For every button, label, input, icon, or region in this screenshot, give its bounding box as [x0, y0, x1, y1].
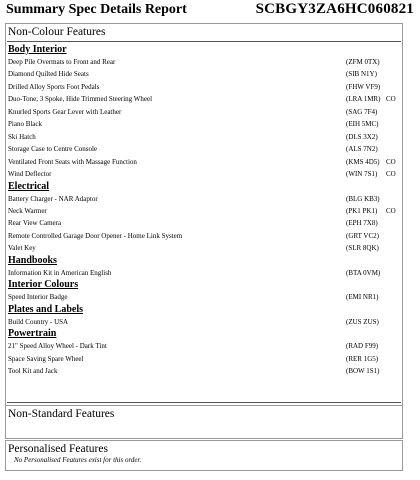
feature-name: Rear View Camera: [8, 219, 62, 228]
non-standard-features-section: [5, 405, 403, 439]
co-flag: CO: [386, 95, 396, 104]
option-code: (EIH 5MC): [346, 120, 379, 129]
option-code: (ZUS ZUS): [346, 317, 379, 326]
feature-row: [8, 106, 400, 118]
report-title: Summary Spec Details Report: [6, 2, 187, 17]
option-code: (LRA 1MR): [346, 95, 381, 104]
option-code: (WIN 7S1): [346, 170, 378, 179]
category-heading: Body Interior: [8, 44, 67, 55]
feature-name: Ski Hatch: [8, 132, 36, 141]
option-code: (PK1 PK1): [346, 206, 378, 215]
option-code: (BTA 0VM): [346, 268, 381, 277]
feature-name: Build Country - USA: [8, 317, 69, 326]
feature-name: Storage Case to Centre Console: [8, 145, 98, 154]
option-code: (EMI NR1): [346, 293, 379, 302]
feature-name: Knurled Sports Gear Lever with Leather: [8, 107, 122, 116]
option-code: (BLG KB3): [346, 194, 380, 203]
feature-name: Remote Controlled Garage Door Opener - Home Link System: [8, 231, 183, 240]
personalised-features-section: [5, 440, 403, 471]
feature-name: Ventilated Front Seats with Massage Function: [8, 157, 137, 166]
category-heading: Handbooks: [8, 254, 57, 266]
feature-row: [8, 118, 400, 130]
feature-row: [8, 131, 400, 143]
feature-row: [8, 242, 400, 254]
vin-number: SCBGY3ZA6HC060821: [255, 1, 414, 17]
report-header: [6, 0, 414, 20]
option-code: (DLS 3X2): [346, 132, 378, 141]
feature-row: [8, 168, 400, 180]
section-title: Personalised Features: [8, 443, 108, 455]
feature-row: [8, 267, 400, 279]
feature-name: Wind Deflector: [8, 170, 52, 179]
option-code: (GRT VC2): [346, 231, 379, 240]
option-code: (SLR 8QK): [346, 244, 379, 253]
feature-row: [8, 156, 400, 168]
feature-row: [8, 217, 400, 229]
category-heading: Plates and Labels: [8, 303, 84, 315]
feature-name: Diamond Quilted Hide Seats: [8, 70, 89, 79]
co-flag: CO: [386, 170, 396, 179]
feature-name: Speed Interior Badge: [8, 293, 68, 302]
option-code: (SIB N1Y): [346, 70, 377, 79]
feature-row: [8, 230, 400, 242]
feature-row: [8, 291, 400, 303]
option-code: (KMS 4D5): [346, 157, 380, 166]
feature-row: [8, 81, 400, 93]
feature-name: Duo-Tone, 3 Spoke, Hide Trimmed Steering Wheel: [8, 95, 153, 104]
feature-row: [8, 56, 400, 68]
feature-name: Space Saving Spare Wheel: [8, 354, 84, 363]
personalised-note: No Personalised Features exist for this order.: [14, 456, 142, 464]
feature-row: [8, 353, 400, 365]
section-divider: [7, 402, 401, 403]
section-title: Non-Standard Features: [8, 408, 115, 420]
feature-row: [8, 340, 400, 352]
feature-row: [8, 365, 400, 377]
category-heading: Powertrain: [8, 328, 57, 340]
feature-name: Deep Pile Overmats to Front and Rear: [8, 58, 116, 66]
feature-name: 21" Speed Alloy Wheel - Dark Tint: [8, 342, 107, 351]
feature-row: [8, 205, 400, 217]
option-code: (BOW 1S1): [346, 367, 380, 375]
category-heading: Interior Colours: [8, 279, 79, 291]
option-code: (ALS 7N2): [346, 145, 378, 154]
option-code: (RAD F99): [346, 342, 379, 351]
feature-name: Valet Key: [8, 244, 36, 253]
category-heading: Electrical: [8, 180, 50, 192]
feature-row: [8, 93, 400, 105]
section-title: Non-Colour Features: [8, 26, 106, 38]
option-code: (SAG 7F4): [346, 107, 378, 116]
option-code: (EPH 7X8): [346, 219, 378, 228]
feature-name: Battery Charger - NAR Adaptor: [8, 194, 98, 203]
co-flag: CO: [386, 157, 396, 166]
feature-name: Information Kit in American English: [8, 268, 112, 277]
feature-row: [8, 143, 400, 155]
section-divider: [7, 41, 401, 42]
option-code: (RER 1G5): [346, 354, 379, 363]
feature-row: [8, 68, 400, 80]
feature-name: Neck Warmer: [8, 206, 47, 215]
feature-row: [8, 316, 400, 328]
option-code: (ZFM 0TX): [346, 58, 380, 66]
feature-name: Tool Kit and Jack: [8, 367, 58, 375]
non-colour-features-section: [5, 23, 403, 411]
feature-row: [8, 193, 400, 205]
option-code: (FHW VF9): [346, 82, 381, 91]
co-flag: CO: [386, 206, 396, 215]
feature-name: Piano Black: [8, 120, 43, 129]
feature-name: Drilled Alloy Sports Foot Pedals: [8, 82, 100, 91]
